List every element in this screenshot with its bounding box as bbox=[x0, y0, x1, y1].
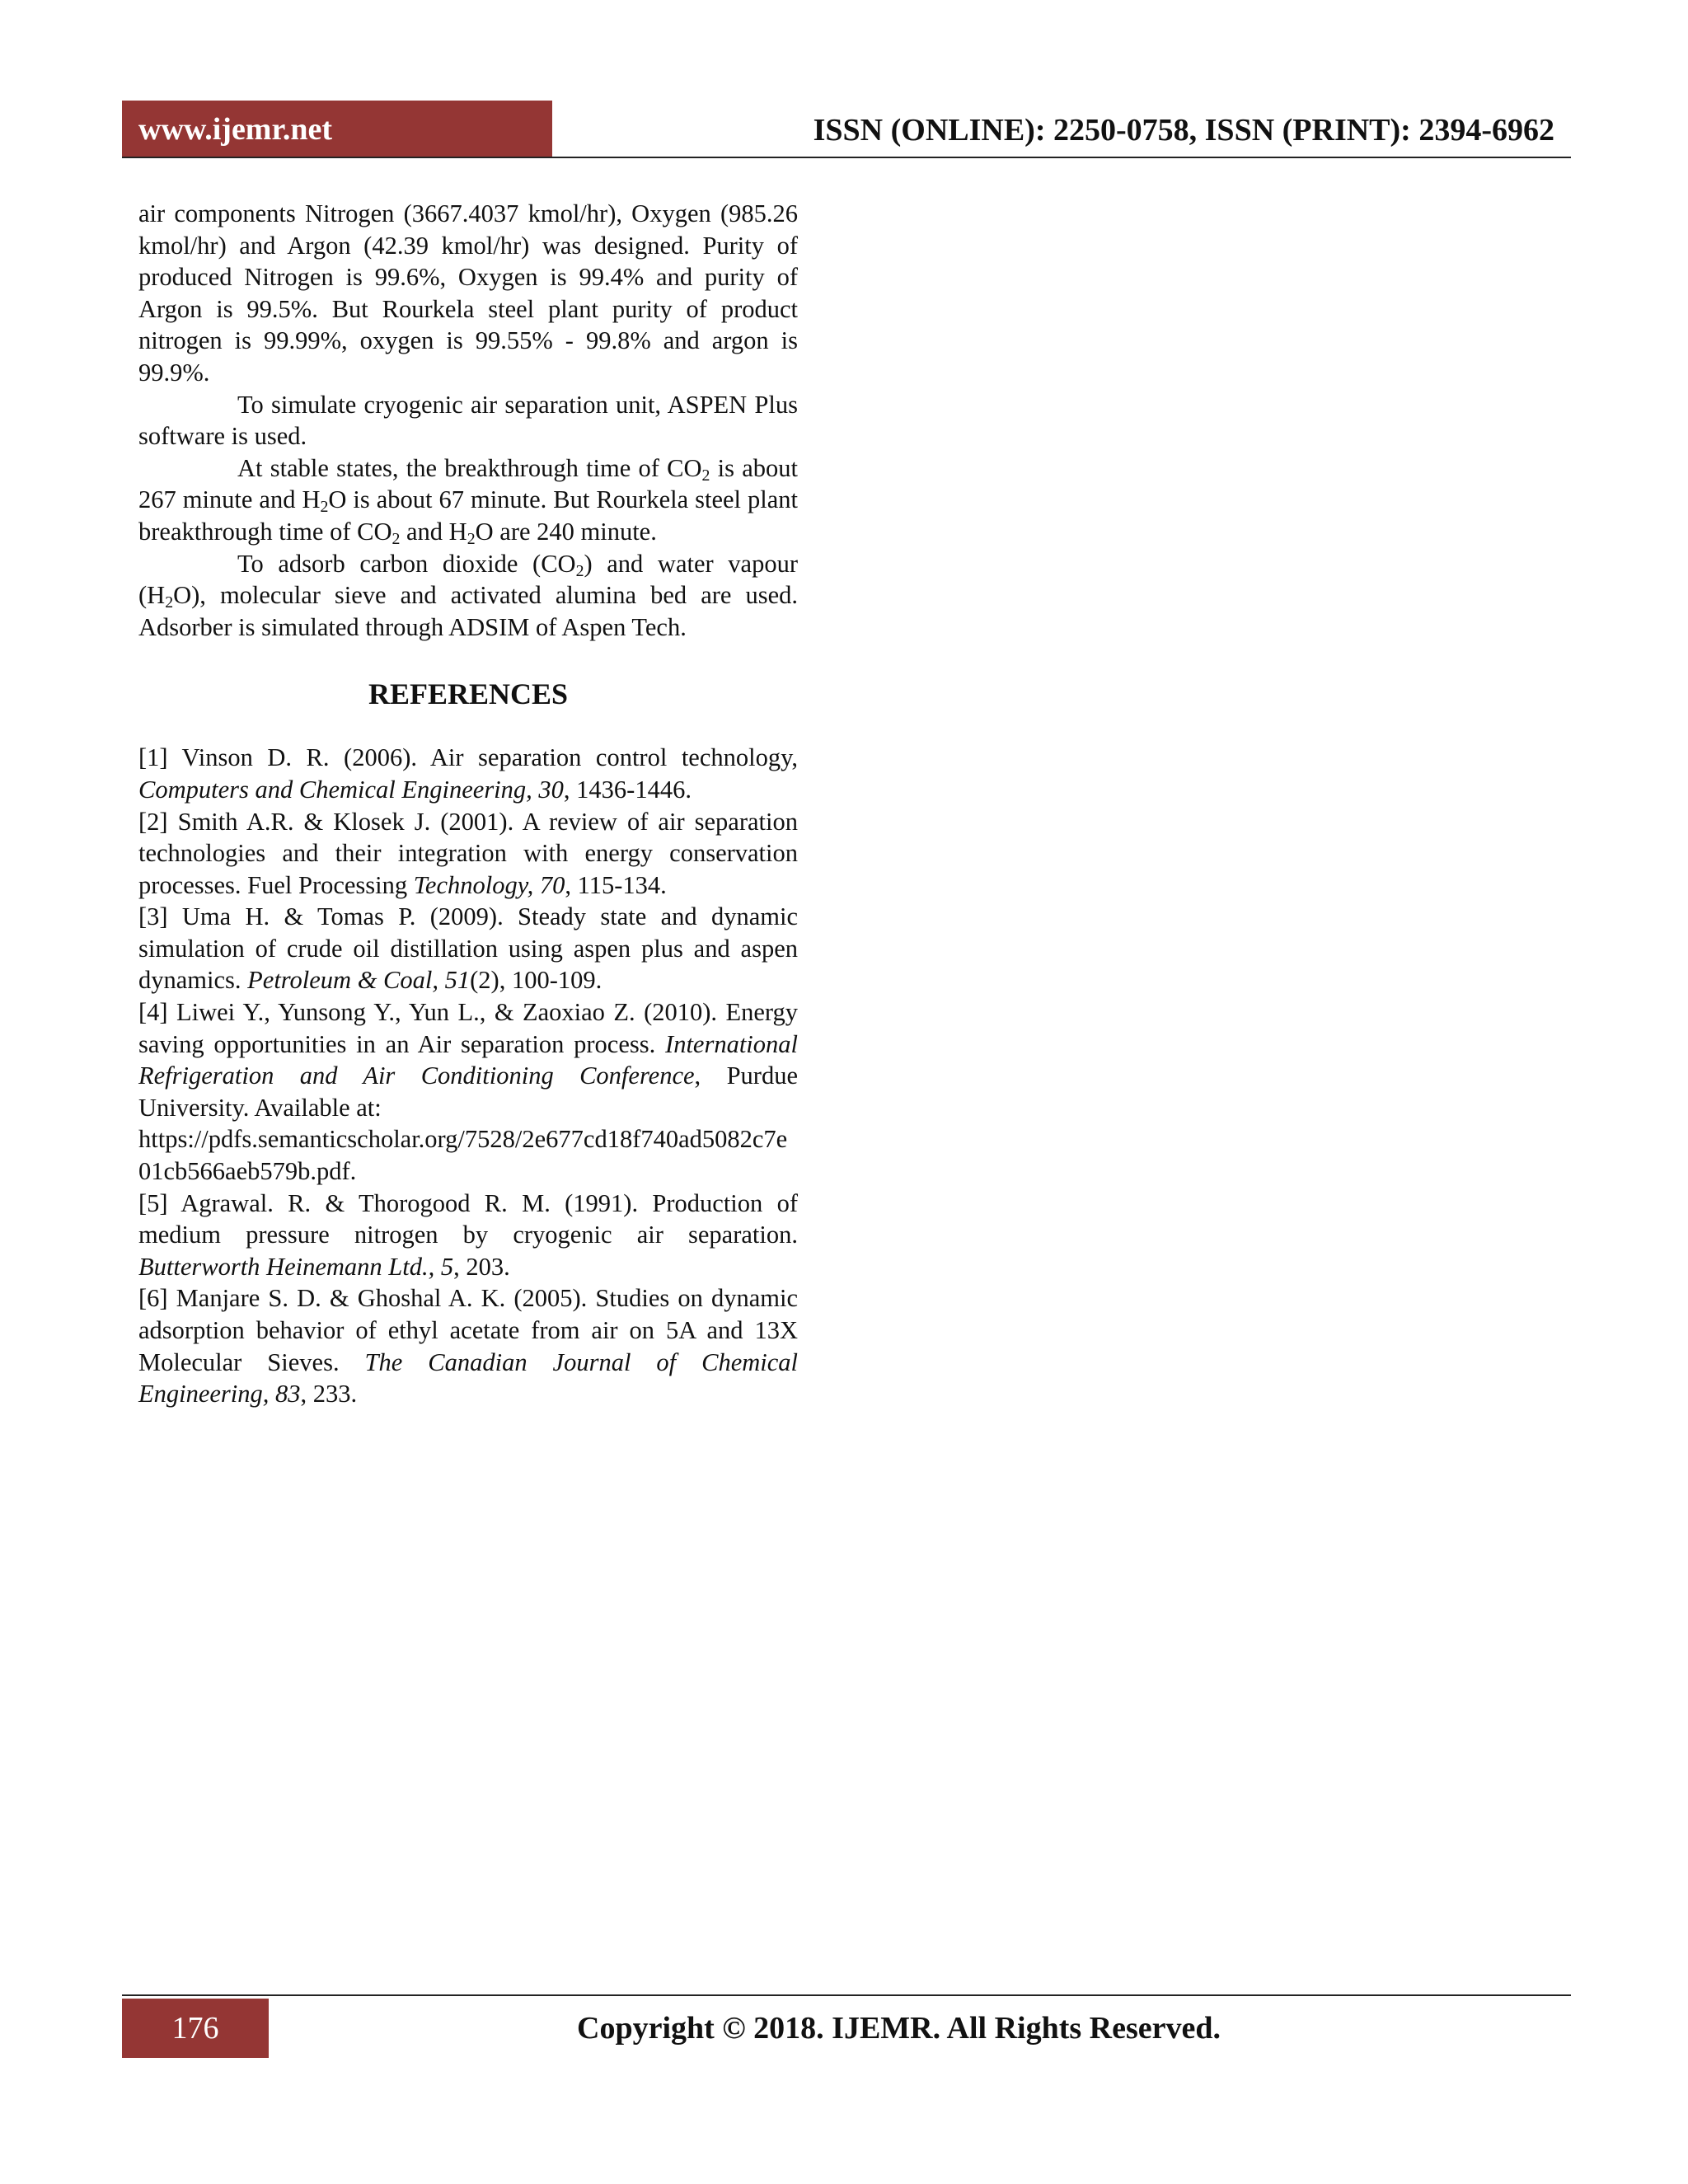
reference-item: [1] Vinson D. R. (2006). Air separation control technology, Computers and Chemical Engineering, 30, 1436-1446. bbox=[138, 743, 798, 804]
reference-item: [4] Liwei Y., Yunsong Y., Yun L., & Zaoxiao Z. (2010). Energy saving opportunities in an Air separation process. International Refrigeration and Air Conditioning Conference, Purdue University. Available at: https://pdfs.semanticscholar.org/7528/2e677cd18f740ad5082c7e01cb566aeb579b.pdf. bbox=[138, 996, 798, 1188]
issn-header: ISSN (ONLINE): 2250-0758, ISSN (PRINT): 2394-6962 bbox=[813, 113, 1554, 148]
body-paragraph: To adsorb carbon dioxide $(CO_2)$ and water vapour $(H_2O)$, molecular sieve and activated alumina bed are used. Adsorber is simulated through ADSIM of Aspen Tech. bbox=[138, 549, 798, 641]
reference-item: [2] Smith A.R. & Klosek J. (2001). A review of air separation technologies and their integration with energy conservation processes. Fuel Processing Technology, 70, 115-134. bbox=[138, 807, 798, 899]
body-paragraph: At stable states, the breakthrough time of $CO_2$ is about 267 minute and $H_2O$ is about 67 minute. But Rourkela steel plant breakthrough time of $CO_2$ and $H_2O$ are 240 minute. bbox=[138, 453, 798, 548]
body-paragraph: To simulate cryogenic air separation unit, ASPEN Plus software is used. bbox=[138, 390, 798, 451]
journal-website: www.ijemr.net bbox=[122, 101, 552, 158]
header-divider bbox=[122, 157, 1571, 158]
reference-link[interactable]: https://pdfs.semanticscholar.org/7528/2e677cd18f740ad5082c7e01cb566aeb579b.pdf. bbox=[138, 1125, 788, 1186]
reference-item: [5] Agrawal. R. & Thorogood R. M. (1991). Production of medium pressure nitrogen by cryogenic air separation. Butterworth Heinemann Ltd., 5, 203. bbox=[138, 1188, 798, 1281]
reference-item: [6] Manjare S. D. & Ghoshal A. K. (2005). Studies on dynamic adsorption behavior of ethyl acetate from air on 5A and 13X Molecular Sieves. The Canadian Journal of Chemical Engineering, 83, 233. bbox=[138, 1284, 798, 1408]
reference-item: [3] Uma H. & Tomas P. (2009). Steady state and dynamic simulation of crude oil distillation using aspen plus and aspen dynamics. Petroleum & Coal, 51(2), 100-109. bbox=[138, 902, 798, 995]
page-number: 176 bbox=[122, 1999, 269, 2058]
references-heading: REFERENCES bbox=[368, 677, 569, 711]
body-paragraph: air components Nitrogen (3667.4037 kmol/hr), Oxygen (985.26 kmol/hr) and Argon (42.39 kmol/hr) was designed. Purity of produced Nitrogen is 99.6%, Oxygen is 99.4% and purity of Argon is 99.5%. But Rourkela steel plant purity of product nitrogen is 99.99%, oxygen is 99.55% - 99.8% and argon is 99.9%. bbox=[138, 199, 798, 387]
footer-divider bbox=[122, 1994, 1571, 1996]
main-column bbox=[138, 198, 798, 1410]
copyright-notice: Copyright © 2018. IJEMR. All Rights Reserved. bbox=[577, 2011, 1221, 2046]
